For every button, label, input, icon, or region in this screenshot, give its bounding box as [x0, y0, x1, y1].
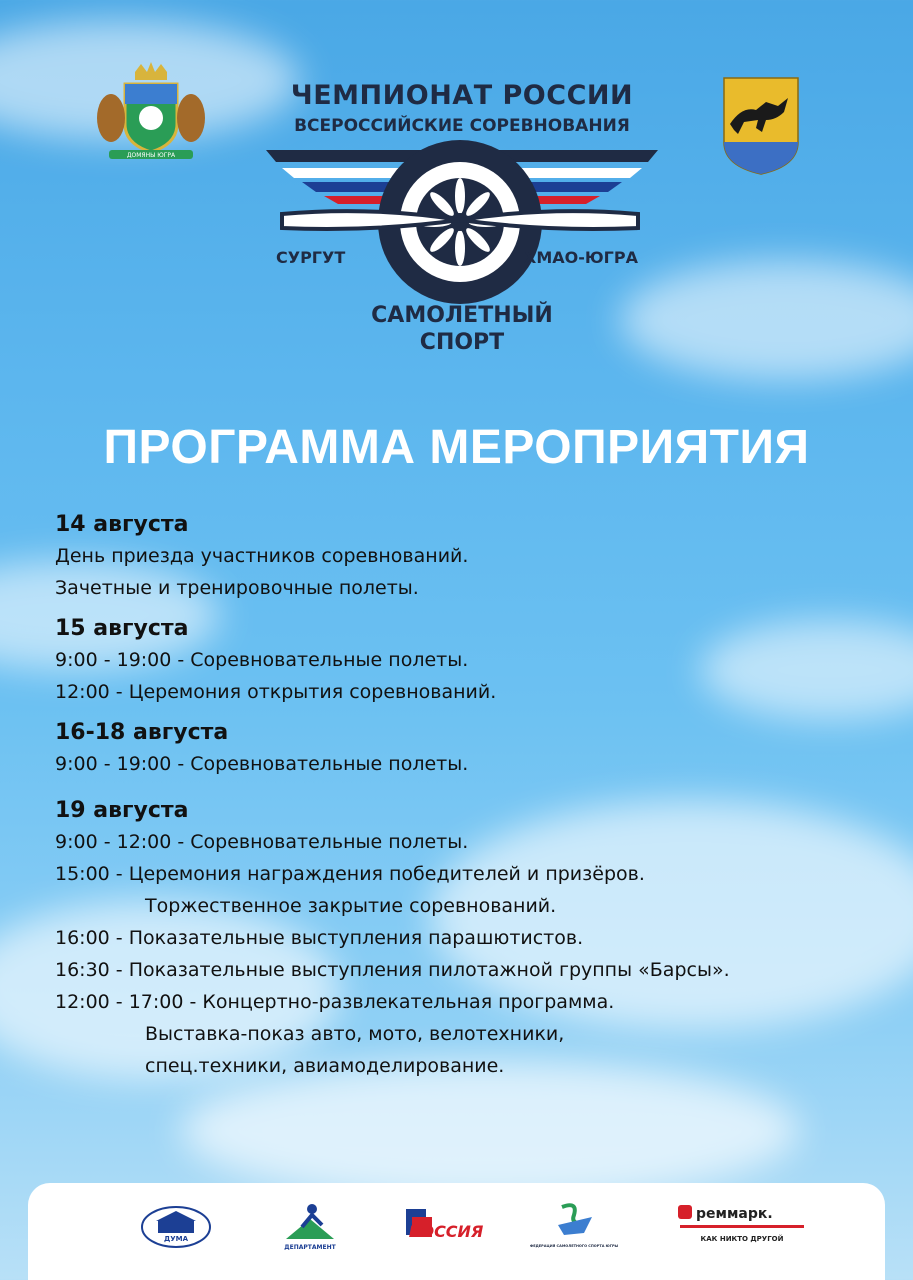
russia-caption: РОССИЯ	[408, 1222, 484, 1241]
championship-emblem	[262, 78, 662, 358]
schedule-line: 12:00 - Церемония открытия соревнований.	[55, 681, 497, 703]
day-date: 19 августа	[55, 798, 189, 823]
remmark-slogan: КАК НИКТО ДРУГОЙ	[700, 1235, 784, 1243]
surgut-coat-of-arms-icon	[722, 76, 800, 176]
schedule-line: 16:30 - Показательные выступления пилотажной группы «Барсы».	[55, 959, 730, 981]
program-day	[55, 718, 895, 780]
cloud	[620, 260, 913, 380]
remmark-name: реммарк.	[696, 1206, 773, 1222]
day-date: 15 августа	[55, 616, 189, 641]
program-day	[55, 510, 895, 604]
sport-name-line2: СПОРТ	[419, 330, 505, 355]
schedule-line: Зачетные и тренировочные полеты.	[55, 577, 419, 599]
city-label: СУРГУТ	[276, 248, 346, 267]
page-title: ПРОГРАММА МЕРОПРИЯТИЯ	[103, 421, 810, 474]
aviation-federation-logo-icon	[514, 1195, 634, 1265]
department-logo-icon	[250, 1195, 370, 1265]
competition-subtitle: ВСЕРОССИЙСКИЕ СОРЕВНОВАНИЯ	[294, 116, 630, 136]
department-caption: ДЕПАРТАМЕНТ	[284, 1244, 336, 1251]
program-day	[55, 614, 895, 708]
schedule-line: День приезда участников соревнований.	[55, 545, 469, 567]
partners-footer	[28, 1183, 885, 1280]
schedule-line: Выставка-показ авто, мото, велотехники,	[145, 1023, 565, 1045]
duma-logo-icon	[116, 1195, 236, 1265]
region-label: ХМАО-ЮГРА	[524, 248, 638, 267]
schedule-line: 9:00 - 19:00 - Соревновательные полеты.	[55, 753, 469, 775]
schedule-line: спец.техники, авиамоделирование.	[145, 1055, 505, 1077]
left-logo-caption: ДОМЯНЫ ЮГРА	[126, 152, 176, 159]
schedule-line: 16:00 - Показательные выступления парашютистов.	[55, 927, 584, 949]
championship-title: ЧЕМПИОНАТ РОССИИ	[290, 80, 634, 111]
schedule-line: 15:00 - Церемония награждения победителей и призёров.	[55, 863, 645, 885]
duma-caption: ДУМА	[163, 1235, 189, 1243]
schedule-line: 12:00 - 17:00 - Концертно-развлекательная программа.	[55, 991, 615, 1013]
schedule-line: Торжественное закрытие соревнований.	[145, 895, 557, 917]
khmao-coat-of-arms-icon	[95, 62, 207, 162]
russia-federation-logo-icon	[382, 1195, 502, 1265]
schedule-line: 9:00 - 19:00 - Соревновательные полеты.	[55, 649, 469, 671]
schedule-line: 9:00 - 12:00 - Соревновательные полеты.	[55, 831, 469, 853]
federation-caption: ФЕДЕРАЦИЯ САМОЛЕТНОГО СПОРТА ЮГРЫ	[529, 1244, 619, 1248]
day-date: 16-18 августа	[55, 720, 229, 745]
sport-name-line1: САМОЛЕТНЫЙ	[371, 303, 553, 328]
day-date: 14 августа	[55, 512, 189, 537]
sport-name	[262, 302, 662, 356]
remmark-logo-icon	[668, 1195, 818, 1265]
event-program	[55, 510, 895, 1092]
program-day	[55, 796, 895, 1082]
